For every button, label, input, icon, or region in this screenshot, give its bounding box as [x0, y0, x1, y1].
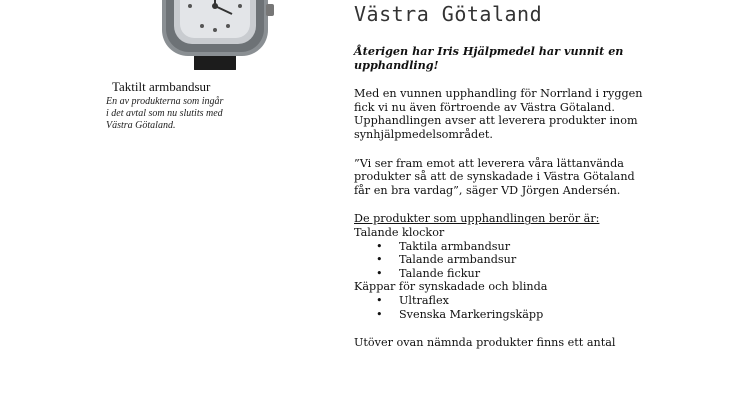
category-list [354, 294, 654, 321]
product-caption-text: En av produkterna som ingår i det avtal som nu slutits med Västra Götaland. [106, 96, 224, 131]
list-item: • Taktila armbandsur [354, 240, 654, 254]
list-item: • Talande fickur [354, 267, 654, 281]
product-list-title: De produkter som upphandlingen berör är: [354, 212, 600, 226]
article-paragraph: Med en vunnen upphandling för Norrland i ryggen fick vi nu även förtroende av Västra Götaland. Upphandlingen avser att leverera produkter inom synhjälpmedelsområdet. [354, 87, 643, 141]
wristwatch-image [150, 0, 280, 70]
article-closing: Utöver ovan nämnda produkter finns ett antal [354, 336, 616, 350]
category-name: Talande klockor [354, 225, 445, 239]
article-quote: ”Vi ser fram emot att leverera våra lättanvända produkter så att de synskadade i Västra Götaland får en bra vardag”, säger VD Jörgen Andersén. [354, 156, 635, 197]
list-item: • Svenska Markeringskäpp [354, 308, 654, 322]
article-lead: Återigen har Iris Hjälpmedel har vunnit en upphandling! [354, 44, 624, 72]
list-item: • Ultraflex [354, 294, 654, 308]
list-item: • Talande armbandsur [354, 253, 654, 267]
article-heading: Västra Götaland [354, 2, 543, 26]
article-body [354, 45, 654, 365]
product-caption-title: Taktilt armbandsur [112, 79, 211, 94]
category-list [354, 240, 654, 281]
category-name: Käppar för synskadade och blinda [354, 280, 548, 294]
